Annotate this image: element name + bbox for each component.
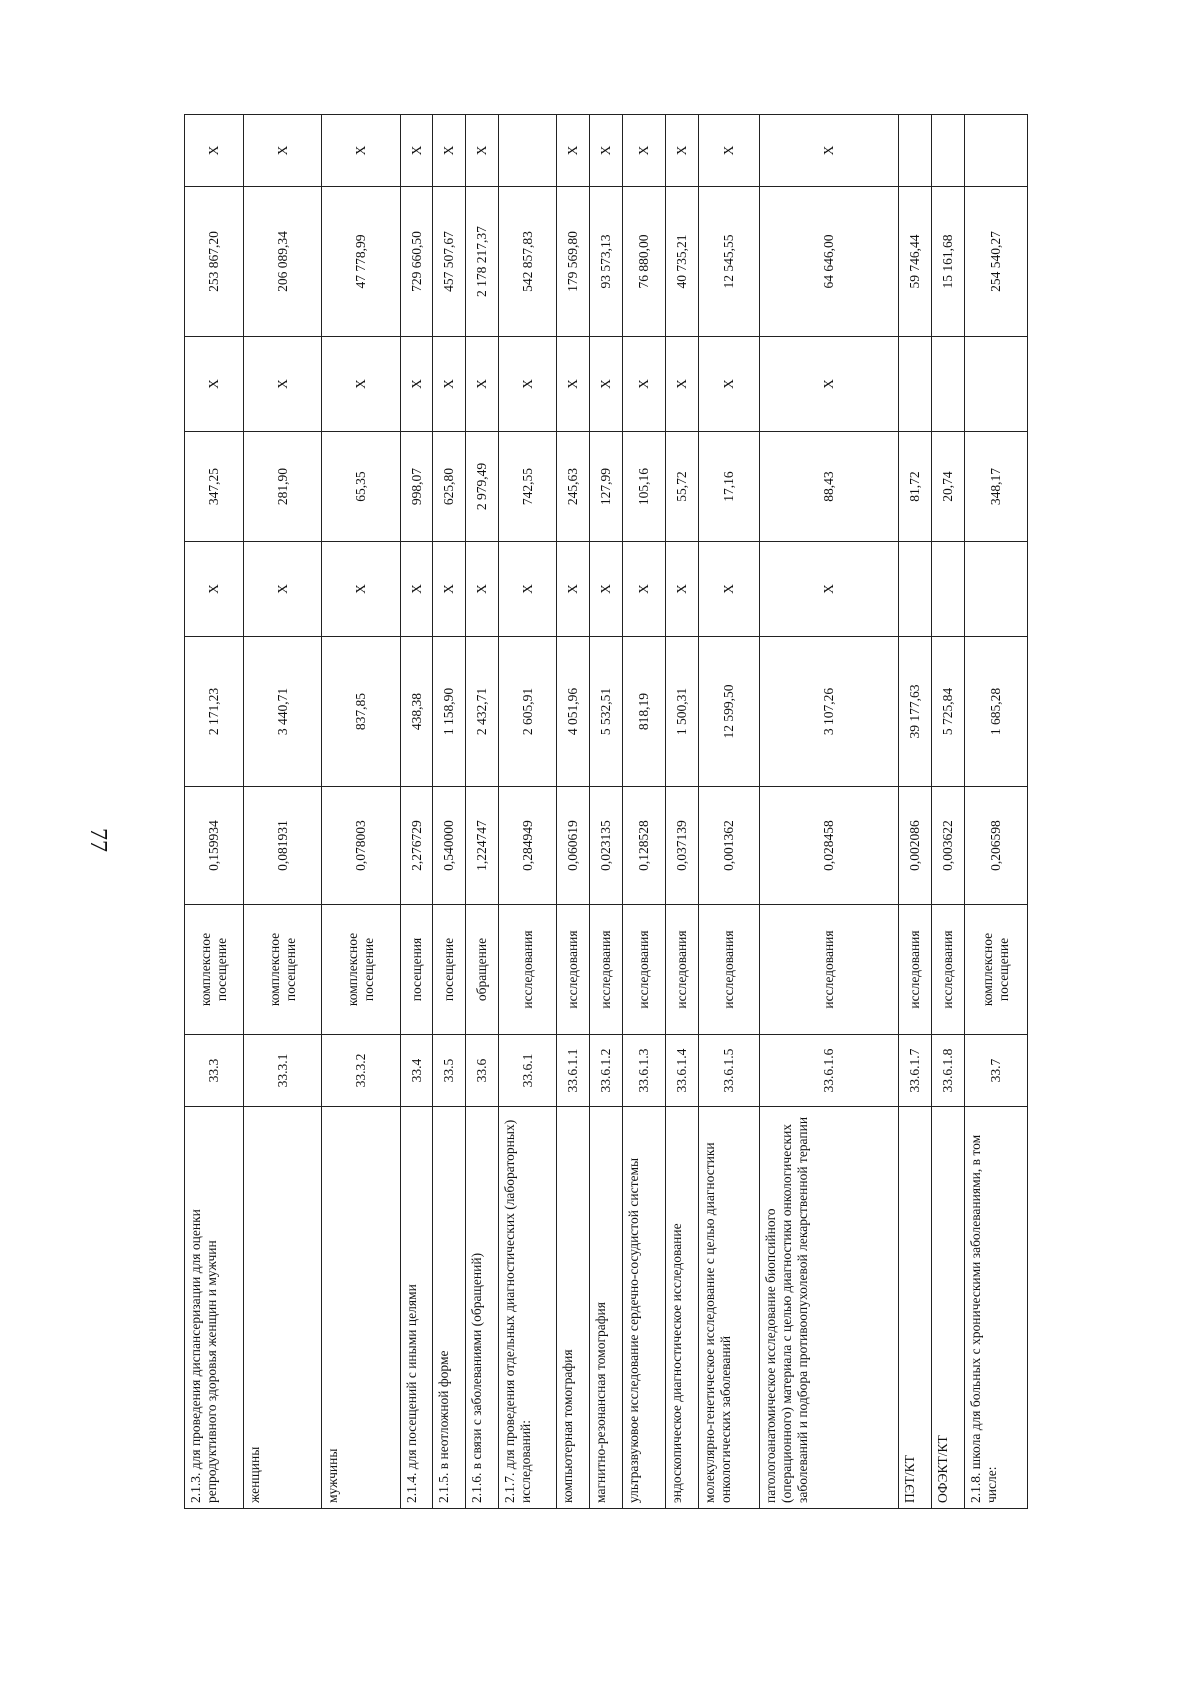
cell-code: 33.6.1.6: [760, 1035, 899, 1107]
cell-code: 33.7: [964, 1035, 1027, 1107]
cell-name: женщины: [243, 1107, 321, 1509]
cell-unit: исследования: [932, 905, 965, 1035]
cell-col9: 15 161,68: [932, 187, 965, 337]
cell-col7: 20,74: [932, 432, 965, 542]
cell-cost: 2 171,23: [185, 637, 244, 787]
cell-name: компьютерная томография: [557, 1107, 590, 1509]
cell-name: магнитно-резонансная томография: [590, 1107, 623, 1509]
cell-col10: X: [465, 115, 498, 187]
table-row: [699, 115, 760, 1509]
cell-col9: 2 178 217,37: [465, 187, 498, 337]
cell-norm: 2,276729: [400, 787, 433, 905]
cell-cost: 438,38: [400, 637, 433, 787]
cell-col10: [964, 115, 1027, 187]
cell-code: 33.3.1: [243, 1035, 321, 1107]
cell-col10: X: [699, 115, 760, 187]
cell-cost: 2 605,91: [498, 637, 557, 787]
cell-unit: исследования: [590, 905, 623, 1035]
cell-code: 33.6.1.3: [622, 1035, 666, 1107]
cell-norm: 0,002086: [899, 787, 932, 905]
cell-name: 2.1.4. для посещений с иными целями: [400, 1107, 433, 1509]
cell-name: 2.1.7. для проведения отдельных диагностических (лабораторных) исследований:: [498, 1107, 557, 1509]
cell-unit: комплексное посещение: [322, 905, 400, 1035]
data-table: [184, 114, 1028, 1509]
cell-unit: исследования: [498, 905, 557, 1035]
cell-col9: 457 507,67: [433, 187, 466, 337]
cell-col6: X: [557, 542, 590, 637]
cell-cost: 837,85: [322, 637, 400, 787]
table-row: [322, 115, 400, 1509]
table-row: [498, 115, 557, 1509]
table-row: [243, 115, 321, 1509]
cell-col8: [932, 337, 965, 432]
cell-col10: X: [243, 115, 321, 187]
cell-col8: [899, 337, 932, 432]
cell-code: 33.6.1.4: [666, 1035, 699, 1107]
cell-code: 33.6.1.5: [699, 1035, 760, 1107]
cell-col8: X: [185, 337, 244, 432]
cell-code: 33.6.1.8: [932, 1035, 965, 1107]
cell-col7: 65,35: [322, 432, 400, 542]
cell-col9: 59 746,44: [899, 187, 932, 337]
cell-cost: 1 158,90: [433, 637, 466, 787]
cell-name: 2.1.8. школа для больных с хроническими заболеваниями, в том числе:: [964, 1107, 1027, 1509]
cell-name: 2.1.3. для проведения диспансеризации для оценки репродуктивного здоровья женщин и мужчин: [185, 1107, 244, 1509]
cell-col6: X: [498, 542, 557, 637]
cell-cost: 3 107,26: [760, 637, 899, 787]
cell-norm: 0,128528: [622, 787, 666, 905]
cell-col6: [899, 542, 932, 637]
cell-code: 33.5: [433, 1035, 466, 1107]
cell-col6: X: [322, 542, 400, 637]
table-row: [400, 115, 433, 1509]
cell-unit: исследования: [760, 905, 899, 1035]
cell-name: ПЭТ/КТ: [899, 1107, 932, 1509]
cell-col9: 253 867,20: [185, 187, 244, 337]
cell-name: ультразвуковое исследование сердечно-сосудистой системы: [622, 1107, 666, 1509]
cell-col9: 64 646,00: [760, 187, 899, 337]
cell-col6: X: [185, 542, 244, 637]
cell-col6: X: [465, 542, 498, 637]
cell-unit: исследования: [622, 905, 666, 1035]
cell-col6: X: [590, 542, 623, 637]
cell-col9: 542 857,83: [498, 187, 557, 337]
cell-name: 2.1.5. в неотложной форме: [433, 1107, 466, 1509]
cell-name: мужчины: [322, 1107, 400, 1509]
cell-col8: X: [557, 337, 590, 432]
cell-col9: 47 778,99: [322, 187, 400, 337]
table-row: [932, 115, 965, 1509]
cell-col7: 88,43: [760, 432, 899, 542]
cell-norm: 0,081931: [243, 787, 321, 905]
cell-col10: X: [557, 115, 590, 187]
cell-code: 33.6.1: [498, 1035, 557, 1107]
cell-col7: 347,25: [185, 432, 244, 542]
cell-col6: X: [243, 542, 321, 637]
cell-cost: 1 685,28: [964, 637, 1027, 787]
cell-norm: 0,284949: [498, 787, 557, 905]
cell-code: 33.6.1.2: [590, 1035, 623, 1107]
cell-cost: 1 500,31: [666, 637, 699, 787]
cell-unit: исследования: [899, 905, 932, 1035]
cell-col7: 105,16: [622, 432, 666, 542]
table-row: [964, 115, 1027, 1509]
cell-col10: X: [433, 115, 466, 187]
page-number: 77: [85, 828, 111, 852]
cell-col8: X: [243, 337, 321, 432]
cell-col10: X: [322, 115, 400, 187]
cell-norm: 0,540000: [433, 787, 466, 905]
table-row: [622, 115, 666, 1509]
cell-col10: [932, 115, 965, 187]
cell-col10: X: [760, 115, 899, 187]
cell-col10: X: [590, 115, 623, 187]
cell-col6: X: [760, 542, 899, 637]
cell-norm: 0,023135: [590, 787, 623, 905]
cell-col7: 55,72: [666, 432, 699, 542]
cell-col7: 281,90: [243, 432, 321, 542]
cell-code: 33.4: [400, 1035, 433, 1107]
cell-col9: 206 089,34: [243, 187, 321, 337]
cell-unit: комплексное посещение: [185, 905, 244, 1035]
cell-col10: [498, 115, 557, 187]
table-row: [666, 115, 699, 1509]
cell-col6: X: [622, 542, 666, 637]
cell-cost: 2 432,71: [465, 637, 498, 787]
table-row: [590, 115, 623, 1509]
cell-col10: X: [185, 115, 244, 187]
cell-code: 33.6.1.1: [557, 1035, 590, 1107]
cell-unit: обращение: [465, 905, 498, 1035]
cell-norm: 0,060619: [557, 787, 590, 905]
cell-col9: 12 545,55: [699, 187, 760, 337]
cell-unit: комплексное посещение: [964, 905, 1027, 1035]
cell-col8: X: [322, 337, 400, 432]
cell-col6: X: [699, 542, 760, 637]
table-row: [433, 115, 466, 1509]
cell-cost: 5 725,84: [932, 637, 965, 787]
cell-col9: 40 735,21: [666, 187, 699, 337]
cell-col9: 729 660,50: [400, 187, 433, 337]
cell-cost: 12 599,50: [699, 637, 760, 787]
cell-col7: 998,07: [400, 432, 433, 542]
cell-col10: [899, 115, 932, 187]
cell-col10: X: [666, 115, 699, 187]
cell-col9: 254 540,27: [964, 187, 1027, 337]
cell-col7: 245,63: [557, 432, 590, 542]
cell-col8: X: [433, 337, 466, 432]
cell-norm: 0,078003: [322, 787, 400, 905]
cell-name: ОФЭКТ/КТ: [932, 1107, 965, 1509]
cell-col9: 76 880,00: [622, 187, 666, 337]
cell-unit: исследования: [557, 905, 590, 1035]
cell-col10: X: [622, 115, 666, 187]
cell-col7: 17,16: [699, 432, 760, 542]
cell-norm: 1,224747: [465, 787, 498, 905]
cell-col7: 742,55: [498, 432, 557, 542]
cell-cost: 39 177,63: [899, 637, 932, 787]
cell-col6: X: [400, 542, 433, 637]
table-row: [185, 115, 244, 1509]
cell-col8: X: [622, 337, 666, 432]
cell-col6: X: [666, 542, 699, 637]
cell-col7: 127,99: [590, 432, 623, 542]
cell-cost: 818,19: [622, 637, 666, 787]
cell-norm: 0,028458: [760, 787, 899, 905]
cell-unit: исследования: [699, 905, 760, 1035]
cell-col6: [932, 542, 965, 637]
cell-col10: X: [400, 115, 433, 187]
cell-col8: X: [760, 337, 899, 432]
cell-norm: 0,001362: [699, 787, 760, 905]
cell-name: молекулярно-генетическое исследование с целью диагностики онкологических заболеваний: [699, 1107, 760, 1509]
cell-unit: посещение: [433, 905, 466, 1035]
cell-col8: [964, 337, 1027, 432]
cell-col8: X: [666, 337, 699, 432]
table-row: [465, 115, 498, 1509]
cell-cost: 5 532,51: [590, 637, 623, 787]
table-body: [185, 115, 1028, 1509]
cell-unit: комплексное посещение: [243, 905, 321, 1035]
cell-cost: 4 051,96: [557, 637, 590, 787]
table-row: [760, 115, 899, 1509]
cell-col6: X: [433, 542, 466, 637]
cell-name: патологоанатомическое исследование биопсийного (операционного) материала с целью диагностики онкологических заболеваний и подбора противоопухолевой лекарственной терапии: [760, 1107, 899, 1509]
cell-code: 33.3: [185, 1035, 244, 1107]
cell-name: 2.1.6. в связи с заболеваниями (обращений): [465, 1107, 498, 1509]
cell-code: 33.6.1.7: [899, 1035, 932, 1107]
cell-norm: 0,159934: [185, 787, 244, 905]
cell-col9: 179 569,80: [557, 187, 590, 337]
cell-unit: исследования: [666, 905, 699, 1035]
cell-unit: посещения: [400, 905, 433, 1035]
rotated-table-container: [184, 115, 1028, 1509]
cell-norm: 0,037139: [666, 787, 699, 905]
cell-code: 33.6: [465, 1035, 498, 1107]
cell-code: 33.3.2: [322, 1035, 400, 1107]
cell-col8: X: [590, 337, 623, 432]
cell-col7: 81,72: [899, 432, 932, 542]
cell-col8: X: [465, 337, 498, 432]
cell-col8: X: [699, 337, 760, 432]
cell-col7: 2 979,49: [465, 432, 498, 542]
table-row: [899, 115, 932, 1509]
cell-col9: 93 573,13: [590, 187, 623, 337]
cell-cost: 3 440,71: [243, 637, 321, 787]
cell-col8: X: [498, 337, 557, 432]
cell-norm: 0,003622: [932, 787, 965, 905]
cell-norm: 0,206598: [964, 787, 1027, 905]
cell-name: эндоскопическое диагностическое исследование: [666, 1107, 699, 1509]
cell-col8: X: [400, 337, 433, 432]
cell-col7: 348,17: [964, 432, 1027, 542]
cell-col6: [964, 542, 1027, 637]
table-row: [557, 115, 590, 1509]
cell-col7: 625,80: [433, 432, 466, 542]
